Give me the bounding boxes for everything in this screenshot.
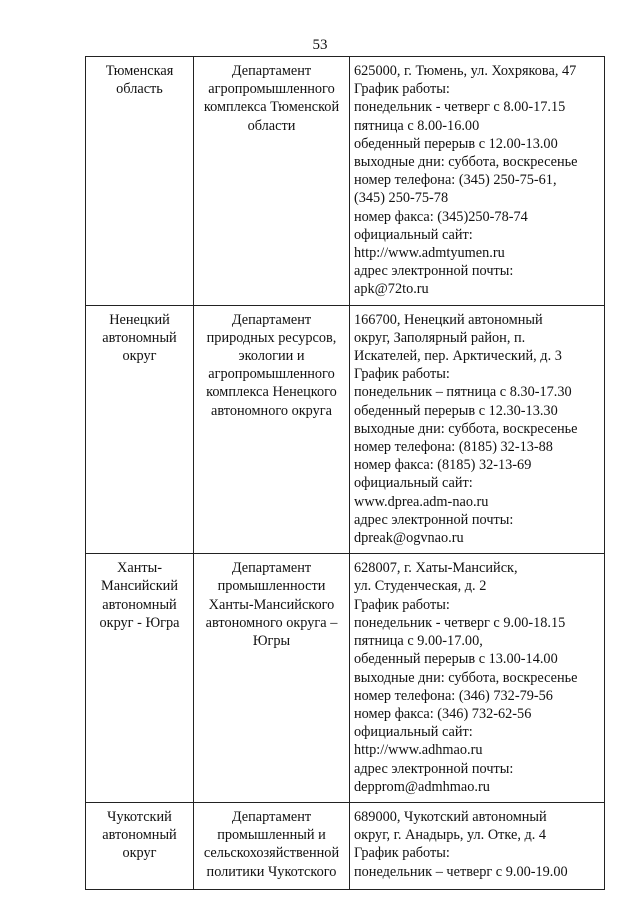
department-line: промышленный и (217, 827, 326, 844)
address-line: 166700, Ненецкий автономный (354, 311, 543, 328)
address-line: 689000, Чукотский автономный (354, 808, 547, 825)
region-line: автономный (102, 827, 177, 844)
department-line: агропромышленного (208, 366, 335, 383)
department-cell (194, 305, 350, 554)
website-url: www.dprea.adm-nao.ru (354, 493, 489, 510)
region-line: округ - Югра (99, 614, 180, 631)
contact-info-cell (350, 305, 605, 554)
region-line: автономный (102, 329, 177, 346)
address-line: 625000, г. Тюмень, ул. Хохрякова, 47 (354, 63, 577, 79)
department-line: Департамент (231, 63, 312, 79)
region-line: Ханты- (117, 560, 162, 577)
region-line: автономный (102, 596, 177, 613)
department-line: экологии и (238, 348, 305, 365)
address-line: ул. Студенческая, д. 2 (354, 578, 487, 595)
region-line: Чукотский (107, 808, 172, 825)
phone-line: номер телефона: (346) 732-79-56 (354, 687, 553, 704)
website-label: официальный сайт: (354, 724, 473, 741)
region-line: округ (122, 845, 157, 862)
website-url: http://www.adhmao.ru (354, 742, 483, 759)
contact-info-cell (350, 802, 605, 889)
fax-line: номер факса: (345)250-78-74 (354, 208, 528, 225)
address-line: 628007, г. Хаты-Мансийск, (354, 560, 518, 577)
department-line: Департамент (231, 808, 312, 825)
fax-line: номер факса: (8185) 32-13-69 (354, 457, 532, 474)
days-off-line: выходные дни: суббота, воскресенье (354, 154, 578, 171)
lunch-break-line: обеденный перерыв с 12.00-13.00 (354, 135, 558, 152)
department-line: Департамент (231, 560, 312, 577)
schedule-line: пятница с 9.00-17.00, (354, 633, 483, 650)
region-cell (86, 802, 194, 889)
schedule-line: понедельник – пятница с 8.30-17.30 (354, 384, 572, 401)
address-line: округ, Заполярный район, п. (354, 329, 526, 346)
schedule-line: понедельник - четверг с 8.00-17.15 (354, 99, 566, 116)
email-label: адрес электронной почты: (354, 511, 514, 528)
department-line: промышленности (217, 578, 326, 595)
days-off-line: выходные дни: суббота, воскресенье (354, 420, 578, 437)
region-cell (86, 57, 194, 306)
region-line: округ (122, 348, 157, 365)
regions-table (85, 56, 605, 890)
region-line: Тюменская (105, 63, 174, 79)
contact-info-cell (350, 554, 605, 803)
email-label: адрес электронной почты: (354, 760, 514, 777)
lunch-break-line: обеденный перерыв с 13.00-14.00 (354, 651, 558, 668)
schedule-line: понедельник – четверг с 9.00-19.00 (354, 863, 568, 880)
fax-line: номер факса: (346) 732-62-56 (354, 705, 532, 722)
days-off-line: выходные дни: суббота, воскресенье (354, 669, 578, 686)
department-line: комплекса Тюменской (203, 99, 340, 116)
phone-line: (345) 250-75-78 (354, 190, 449, 207)
department-line: автономного округа (211, 402, 332, 419)
department-cell (194, 802, 350, 889)
region-cell (86, 305, 194, 554)
website-label: официальный сайт: (354, 226, 473, 243)
phone-line: номер телефона: (345) 250-75-61, (354, 172, 557, 189)
schedule-line: понедельник - четверг с 9.00-18.15 (354, 614, 566, 631)
website-label: официальный сайт: (354, 475, 473, 492)
lunch-break-line: обеденный перерыв с 12.30-13.30 (354, 402, 558, 419)
schedule-heading: График работы: (354, 845, 450, 862)
email-address: depprom@admhmao.ru (354, 778, 490, 795)
schedule-line: пятница с 8.00-16.00 (354, 117, 480, 134)
contact-info-cell (350, 57, 605, 306)
email-address: dpreak@ogvnao.ru (354, 530, 464, 547)
department-line: комплекса Ненецкого (206, 384, 337, 401)
page-number: 53 (312, 37, 328, 53)
department-line: Департамент (231, 311, 312, 328)
phone-line: номер телефона: (8185) 32-13-88 (354, 439, 553, 456)
schedule-heading: График работы: (354, 81, 450, 98)
email-label: адрес электронной почты: (354, 263, 514, 280)
department-line: Югры (252, 633, 291, 650)
region-line: Ненецкий (109, 311, 170, 328)
region-cell (86, 554, 194, 803)
department-line: политики Чукотского (206, 863, 337, 880)
table-row (86, 57, 605, 306)
department-cell (194, 57, 350, 306)
website-url: http://www.admtyumen.ru (354, 245, 505, 262)
department-line: природных ресурсов, (206, 329, 337, 346)
department-cell (194, 554, 350, 803)
department-line: области (247, 117, 296, 134)
department-line: Ханты-Мансийского (208, 596, 335, 613)
schedule-heading: График работы: (354, 366, 450, 383)
department-line: агропромышленного (208, 81, 335, 98)
table-row (86, 305, 605, 554)
region-line: область (116, 81, 163, 98)
address-line: Искателей, пер. Арктический, д. 3 (354, 348, 562, 365)
email-address: apk@72to.ru (354, 281, 429, 298)
department-line: сельскохозяйственной (203, 845, 340, 862)
department-line: автономного округа – (205, 614, 338, 631)
region-line: Мансийский (101, 578, 178, 595)
schedule-heading: График работы: (354, 596, 450, 613)
address-line: округ, г. Анадырь, ул. Отке, д. 4 (354, 827, 547, 844)
table-row (86, 554, 605, 803)
table-row (86, 802, 605, 889)
